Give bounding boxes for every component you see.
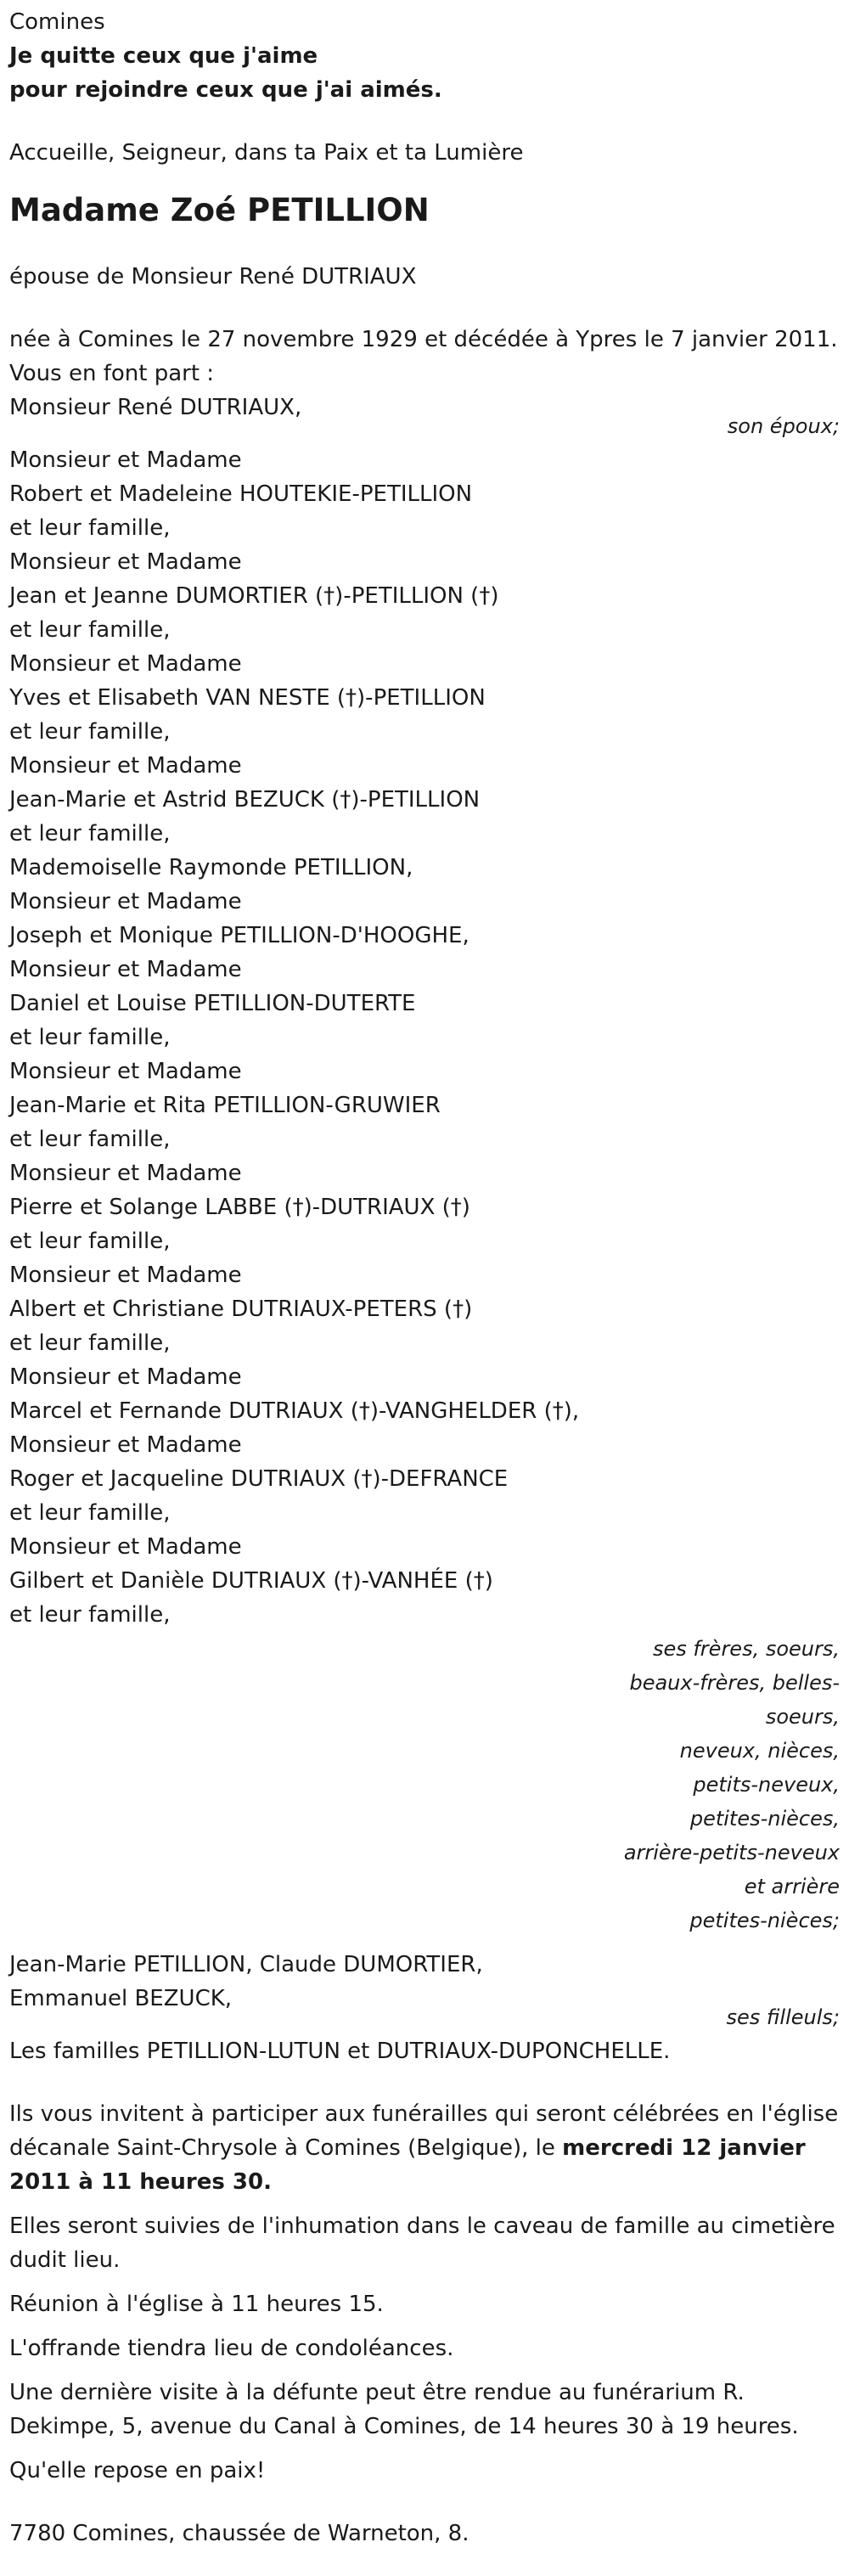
- visit-text: Une dernière visite à la défunte peut être rendue au funérarium R. Dekimpe, 5, avenue du Canal à Comines, de 14 heures 30 à 19 heures.: [9, 2380, 799, 2439]
- family-line: Monsieur et Madame: [9, 549, 242, 575]
- family-line: Monsieur et Madame: [9, 1534, 242, 1560]
- families-line: Les familles PETILLION-LUTUN et DUTRIAUX-DUPONCHELLE.: [9, 2039, 671, 2064]
- family-line: et leur famille,: [9, 1229, 171, 1254]
- family-line: Monsieur et Madame: [9, 753, 242, 779]
- family-line: Marcel et Fernande DUTRIAUX (†)-VANGHELDER (†),: [9, 1398, 580, 1424]
- meeting-text: Réunion à l'église à 11 heures 15.: [9, 2292, 384, 2317]
- funeral-invite-text: Ils vous invitent à participer aux funérailles qui seront célébrées en l'église décanale Saint-Chrysole à Comines (Belgique), le: [9, 2101, 839, 2161]
- family-line: Jean-Marie et Astrid BEZUCK (†)-PETILLION: [9, 787, 481, 813]
- family-line: Monsieur et Madame: [9, 957, 242, 982]
- relation-line: petites-nièces;: [689, 1909, 840, 1932]
- funeral-date-time: mercredi 12 janvier 2011 à 11 heures 30.: [9, 2135, 806, 2195]
- family-line: Daniel et Louise PETILLION-DUTERTE: [9, 991, 416, 1016]
- address-line: 7780 Comines, chaussée de Warneton, 8.: [9, 2521, 469, 2546]
- obituary-page: [0, 5, 849, 2551]
- family-line: Roger et Jacqueline DUTRIAUX (†)-DEFRANCE: [9, 1466, 509, 1492]
- family-line: et leur famille,: [9, 1127, 171, 1152]
- spouse-relation: son époux;: [727, 414, 840, 438]
- burial-text: Elles seront suivies de l'inhumation dans le caveau de famille au cimetière dudit lieu.: [9, 2213, 835, 2273]
- family-line: Robert et Madeleine HOUTEKIE-PETILLION: [9, 481, 473, 507]
- family-line: et leur famille,: [9, 719, 171, 745]
- relation-line: petites-nièces,: [689, 1807, 840, 1831]
- offering-text: L'offrande tiendra lieu de condoléances.: [9, 2336, 454, 2361]
- deceased-name: Madame Zoé PETILLION: [9, 192, 430, 228]
- relation-line: arrière-petits-neveux et arrière: [623, 1841, 840, 1898]
- family-line: et leur famille,: [9, 1330, 171, 1356]
- funeral-invitation: [9, 2097, 840, 2199]
- family-line: Jean et Jeanne DUMORTIER (†)-PETILLION (†): [9, 583, 499, 609]
- family-line: et leur famille,: [9, 1602, 171, 1628]
- godchildren-line-1: Jean-Marie PETILLION, Claude DUMORTIER,: [9, 1952, 483, 1977]
- family-line: et leur famille,: [9, 1500, 171, 1526]
- family-line: Monsieur et Madame: [9, 1432, 242, 1458]
- family-line: Yves et Elisabeth VAN NESTE (†)-PETILLION: [9, 685, 486, 711]
- relation-line: neveux, nièces,: [679, 1739, 840, 1763]
- family-line: Monsieur et Madame: [9, 447, 242, 473]
- place-heading: Comines: [9, 9, 105, 35]
- family-line: Jean-Marie et Rita PETILLION-GRUWIER: [9, 1093, 441, 1118]
- rest-in-peace-text: Qu'elle repose en paix!: [9, 2458, 266, 2483]
- family-relations: [9, 1632, 840, 1938]
- family-line: Joseph et Monique PETILLION-D'HOOGHE,: [9, 923, 469, 948]
- relation-line: beaux-frères, belles-soeurs,: [629, 1671, 840, 1729]
- family-line: Monsieur et Madame: [9, 1263, 242, 1288]
- announcers-intro: Vous en font part :: [9, 361, 215, 386]
- family-line: et leur famille,: [9, 821, 171, 846]
- family-line: Monsieur et Madame: [9, 651, 242, 677]
- birth-death-line: née à Comines le 27 novembre 1929 et décédée à Ypres le 7 janvier 2011.: [9, 327, 838, 352]
- relation-line: ses frères, soeurs,: [652, 1637, 840, 1661]
- quote-line-2: pour rejoindre ceux que j'ai aimés.: [9, 77, 442, 103]
- family-line: Monsieur et Madame: [9, 1059, 242, 1084]
- godchildren-relation: ses filleuls;: [726, 2005, 840, 2029]
- family-line: et leur famille,: [9, 1025, 171, 1050]
- family-line: Monsieur et Madame: [9, 1364, 242, 1390]
- quote-line-1: Je quitte ceux que j'aime: [9, 43, 318, 69]
- family-line: Pierre et Solange LABBE (†)-DUTRIAUX (†): [9, 1195, 470, 1220]
- family-line: Monsieur et Madame: [9, 889, 242, 914]
- spouse-line: épouse de Monsieur René DUTRIAUX: [9, 264, 417, 290]
- godchildren-line-2: Emmanuel BEZUCK,: [9, 1986, 233, 2011]
- family-line: Albert et Christiane DUTRIAUX-PETERS (†): [9, 1296, 473, 1322]
- prayer-line: Accueille, Seigneur, dans ta Paix et ta Lumière: [9, 140, 524, 166]
- relation-line: petits-neveux,: [693, 1773, 840, 1797]
- spouse-name: Monsieur René DUTRIAUX,: [9, 395, 302, 420]
- family-line: Gilbert et Danièle DUTRIAUX (†)-VANHÉE (†): [9, 1568, 493, 1594]
- family-list: [9, 443, 840, 1632]
- family-line: et leur famille,: [9, 617, 171, 643]
- family-line: et leur famille,: [9, 515, 171, 541]
- family-line: Mademoiselle Raymonde PETILLION,: [9, 855, 413, 880]
- family-line: Monsieur et Madame: [9, 1161, 242, 1186]
